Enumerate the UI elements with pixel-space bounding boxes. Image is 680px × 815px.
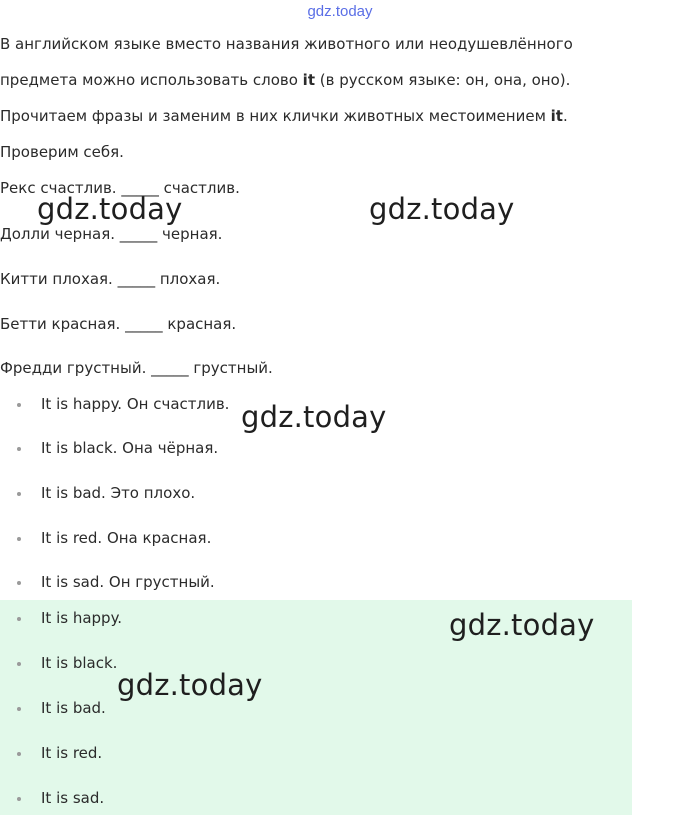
- translation-text: It is sad. Он грустный.: [41, 573, 215, 591]
- watermark: gdz.today: [117, 668, 263, 702]
- bullet-icon: [17, 752, 21, 756]
- intro-keyword-it: it: [302, 71, 315, 89]
- answer-text: It is happy.: [41, 609, 123, 627]
- watermark: gdz.today: [241, 400, 387, 434]
- translation-text: It is bad. Это плохо.: [41, 484, 196, 502]
- intro-line-2-c: (в русском языке: он, она, оно).: [314, 71, 571, 89]
- translation-text: It is red. Она красная.: [41, 529, 212, 547]
- watermark: gdz.today: [37, 192, 183, 226]
- intro-keyword-it-2: it: [550, 107, 563, 125]
- intro-line-2-a: предмета можно использовать слово: [0, 71, 303, 89]
- intro-line-3: [0, 106, 568, 126]
- bullet-icon: [17, 403, 21, 407]
- answer-text: It is black.: [41, 654, 118, 672]
- answer-text: It is bad.: [41, 699, 106, 717]
- watermark: gdz.today: [369, 192, 515, 226]
- bullet-icon: [17, 797, 21, 801]
- exercise-line: Бетти красная. _____ красная.: [0, 315, 237, 333]
- bullet-icon: [17, 447, 21, 451]
- exercise-line: Китти плохая. _____ плохая.: [0, 270, 221, 288]
- bullet-icon: [17, 617, 21, 621]
- translation-text: It is black. Она чёрная.: [41, 439, 219, 457]
- watermark: gdz.today: [449, 608, 595, 642]
- intro-line-3-c: .: [562, 107, 568, 125]
- exercise-line: Фредди грустный. _____ грустный.: [0, 359, 273, 377]
- intro-line-4: Проверим себя.: [0, 143, 124, 161]
- exercise-line: Рекс счастлив. _____ счастлив.: [0, 179, 240, 197]
- site-header-mark: gdz.today: [307, 3, 373, 20]
- bullet-icon: [17, 662, 21, 666]
- bullet-icon: [17, 581, 21, 585]
- exercise-line: Долли черная. _____ черная.: [0, 225, 223, 243]
- bullet-icon: [17, 492, 21, 496]
- answer-text: It is sad.: [41, 789, 105, 807]
- translation-text: It is happy. Он счастлив.: [41, 395, 230, 413]
- intro-line-2: [0, 70, 570, 90]
- intro-line-1: В английском языке вместо названия животного или неодушевлённого: [0, 35, 573, 53]
- bullet-icon: [17, 707, 21, 711]
- answer-text: It is red.: [41, 744, 103, 762]
- bullet-icon: [17, 537, 21, 541]
- intro-line-3-a: Прочитаем фразы и заменим в них клички животных местоимением: [0, 107, 551, 125]
